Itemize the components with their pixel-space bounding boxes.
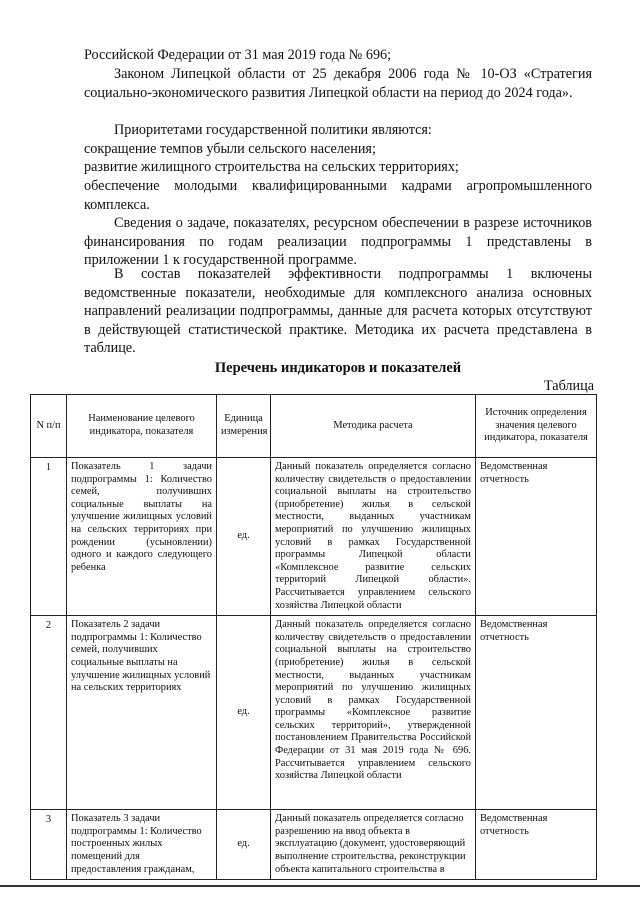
indicator-name: Показатель 2 задачи подпрограммы 1: Количество семей, получивших социальные выплаты на улучшение жилищных условий на сельских территориях <box>67 616 217 810</box>
priority-item-2: развитие жилищного строительства на сельских территориях; <box>84 159 459 175</box>
priority-item-3: обеспечение молодыми квалифицированными кадрами агропромышленного комплекса. <box>84 178 592 213</box>
indicator-unit: ед. <box>217 458 271 616</box>
calculation-method: Данный показатель определяется согласно количеству свидетельств о предоставлении социальной выплаты на строительство (приобретение) жилья в сельской местности, выданных участникам мероприятий по улучшению жилищных условий в рамках Государственной программы Липецкой области «Комплексное развитие сельских территорий Липецкой области». Рассчитывается управлением сельского хозяйства Липецкой области <box>271 458 476 616</box>
header-number: N п/п <box>31 395 67 458</box>
table-label: Таблица <box>543 378 594 394</box>
data-source: Ведомственная отчетность <box>476 458 597 616</box>
table-row <box>31 458 597 616</box>
row-number: 2 <box>31 616 67 810</box>
priority-item-1: сокращение темпов убыли сельского населения; <box>84 141 376 157</box>
calculation-method: Данный показатель определяется согласно количеству свидетельств о предоставлении социальной выплаты на строительство (приобретение) жилья в сельской местности, выданных участникам мероприятий по улучшению жилищных условий в рамках Государственной программы «Комплексное развитие сельских территорий», утвержденной постановлением Правительства Российской Федерации от 31 мая 2019 года № 696. Рассчитывается управлением сельского хозяйства Липецкой области <box>271 616 476 810</box>
indicator-unit: ед. <box>217 616 271 810</box>
page-bottom-rule <box>0 885 640 887</box>
indicator-name: Показатель 1 задачи подпрограммы 1: Количество семей, получивших социальные выплаты на улучшение жилищных условий на сельских территориях при рождении (усыновлении) одного и каждого следующего ребенка <box>67 458 217 616</box>
intro-paragraph-1: Российской Федерации от 31 мая 2019 года № 696; <box>84 47 392 63</box>
row-number: 1 <box>31 458 67 616</box>
data-source: Ведомственная отчетность <box>476 810 597 880</box>
table-row <box>31 810 597 880</box>
header-source: Источник определения значения целевого индикатора, показателя <box>476 395 597 458</box>
intro-paragraph-4: Сведения о задаче, показателях, ресурсном обеспечении в разрезе источников финансирования по годам реализации подпрограммы 1 представлены в приложении 1 к государственной программе. <box>84 215 592 268</box>
table-header-row <box>31 395 597 458</box>
intro-paragraph-5: В состав показателей эффективности подпрограммы 1 включены ведомственные показатели, необходимые для комплексного анализа основных направлений реализации подпрограммы, данные для расчета которых отсутствуют в действующей статистической практике. Методика их расчета представлена в таблице. <box>84 266 592 356</box>
indicators-table <box>30 394 597 880</box>
indicator-name: Показатель 3 задачи подпрограммы 1: Количество построенных жилых помещений для предоставления гражданам, <box>67 810 217 880</box>
table-row <box>31 616 597 810</box>
header-unit: Единица измерения <box>217 395 271 458</box>
indicator-unit: ед. <box>217 810 271 880</box>
row-number: 3 <box>31 810 67 880</box>
calculation-method: Данный показатель определяется согласно разрешению на ввод объекта в эксплуатацию (документ, удостоверяющий выполнение строительства, реконструкции объекта капитального строительства в <box>271 810 476 880</box>
header-name: Наименование целевого индикатора, показателя <box>67 395 217 458</box>
intro-paragraph-3: Приоритетами государственной политики являются: <box>114 122 432 138</box>
data-source: Ведомственная отчетность <box>476 616 597 810</box>
section-title: Перечень индикаторов и показателей <box>214 360 462 376</box>
intro-paragraph-2: Законом Липецкой области от 25 декабря 2006 года № 10-ОЗ «Стратегия социально-экономического развития Липецкой области на период до 2024 года». <box>84 66 592 101</box>
header-method: Методика расчета <box>271 395 476 458</box>
